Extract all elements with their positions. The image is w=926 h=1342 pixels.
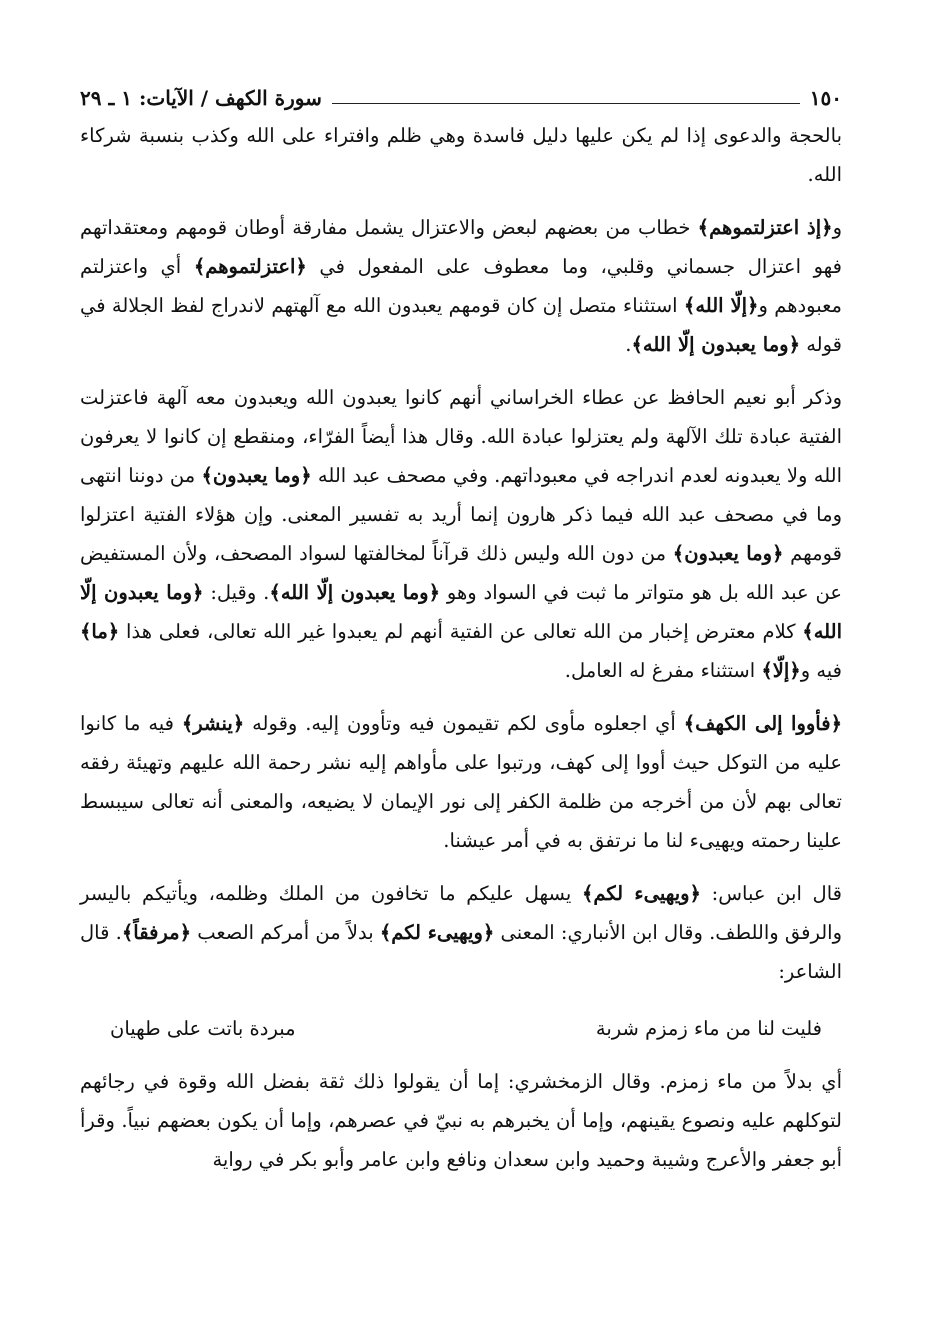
quran-quote: ﴿إلّا الله﴾ [683,294,759,317]
text-run: . قال الشاعر: [80,921,842,983]
header-rule [332,103,800,104]
text-run: خطاب من بعضهم لبعض والاعتزال يشمل مفارقة أوطان قومهم ومعتقداتهم فهو اعتزال جسماني وقلبي، وما معطوف على المفعول في [80,216,842,278]
quran-quote: ﴿وما يعبدون إلّا الله﴾ [269,581,440,604]
text-run: فيه ما كانوا عليه من التوكل حيث أووا إلى كهف، ورتبوا على مأواهم إليه نشر رحمة الله عليهم وتهيئة رفقه تعالى بهم لأن من أخرجه من ظلمة الكفر إلى نور الإيمان لا يضيعه، والمعنى أنه تعالى سيبسط علينا رحمته ويهيىء لنا ما نرتفق به في أمر عيشنا. [80,712,842,852]
quran-quote: ﴿اعتزلتموهم﴾ [193,255,307,278]
quran-quote: ﴿وما يعبدون إلّا الله﴾ [80,581,842,643]
text-run: و [832,216,842,239]
text-run: . وقيل: [203,581,270,604]
page-header [80,78,842,110]
quran-quote: ﴿ما﴾ [80,620,120,643]
paragraph-5 [80,874,842,991]
quran-quote: ﴿ويهيىء لكم﴾ [379,921,495,944]
text-run: فيه و [800,659,842,682]
text-run: بدلاً من أمركم الصعب [191,921,380,944]
text-run: استثناء متصل إن كان قومهم يعبدون الله مع آلهتهم لاندراج لفظ الجلالة في قوله [80,294,842,356]
text-run: كلام معترض إخبار من الله تعالى عن الفتية أنهم لم يعبدوا غير الله تعالى، فعلى هذا [119,620,803,643]
verse-first-hemistich: فليت لنا من ماء زمزم شربة [595,1017,822,1040]
quran-quote: ﴿وما يعبدون﴾ [672,542,784,565]
text-run: وذكر أبو نعيم الحافظ عن عطاء الخراساني أنهم كانوا يعبدون الله ويعبدون معه آلهة فاعتزلت الفتية عبادة تلك الآلهة ولم يعتزلوا عبادة الله. وقال هذا أيضاً الفرّاء، ومنقطع إن كانوا لا يعرفون الله ولا يعبدونه لعدم اندراجه في معبوداتهم. وفي مصحف عبد الله [80,386,843,487]
quran-quote: ﴿إلّا﴾ [761,659,801,682]
paragraph-6: أي بدلاً من ماء زمزم. وقال الزمخشري: إما أن يقولوا ذلك ثقة بفضل الله وقوة في رجائهم لتوكلهم عليه ونصوع يقينهم، وإما أن يخبرهم به نبيّ في عصرهم، وإما أن يكون بعضهم نبياً. وقرأ أبو جعفر والأعرج وشيبة وحميد وابن سعدان ونافع وابن عامر وأبو بكر في رواية [80,1070,842,1171]
quran-quote: ﴿وما يعبدون﴾ [201,464,312,487]
quran-quote: ﴿ينشر﴾ [181,712,245,735]
quran-quote: ﴿مرفقاً﴾ [121,921,192,944]
text-run: أي واعتزلتم معبودهم و [80,255,842,317]
paragraph-3 [80,378,842,690]
quran-quote: ﴿وما يعبدون إلّا الله﴾ [631,333,800,356]
text-run: أي اجعلوه مأوى لكم تقيمون فيه وتأوون إليه. وقوله [244,712,684,735]
quran-quote: ﴿إذ اعتزلتموهم﴾ [697,216,833,239]
running-title: سورة الكهف / الآيات: ١ ـ ٢٩ [80,86,322,110]
quran-quote: ﴿فأووا إلى الكهف﴾ [683,712,842,735]
paragraph-1 [80,116,842,194]
text-run: بالحجة والدعوى إذا لم يكن عليها دليل فاسدة وهي ظلم وافتراء على الله وكذب بنسبة شركاء الله. [80,124,842,186]
paragraph-4 [80,704,842,860]
page-number: ١٥٠ [809,86,842,110]
paragraph-2 [80,208,842,364]
text-run: قال ابن عباس: [700,882,842,905]
text-run: من دوننا انتهى وما في مصحف عبد الله فيما ذكر هارون إنما أريد به تفسير المعنى. وإن هؤلاء الفتية اعتزلوا قومهم [80,464,842,565]
text-run: . [625,333,632,356]
poetry-verse [80,1005,842,1052]
text-run: من دون الله وليس ذلك قرآناً لمخالفتها لسواد المصحف، ولأن المستفيض عن عبد الله بل هو متواتر ما ثبت في السواد وهو [80,542,842,604]
text-run: استثناء مفرغ له العامل. [564,659,762,682]
quran-quote: ﴿ويهيىء لكم﴾ [582,882,701,905]
text-run: يسهل عليكم ما تخافون من الملك وظلمه، ويأتيكم باليسر والرفق واللطف. وقال ابن الأنباري: المعنى [80,882,843,944]
book-page [80,78,842,1193]
verse-second-hemistich: مبردة باتت على طهيان [110,1017,296,1040]
